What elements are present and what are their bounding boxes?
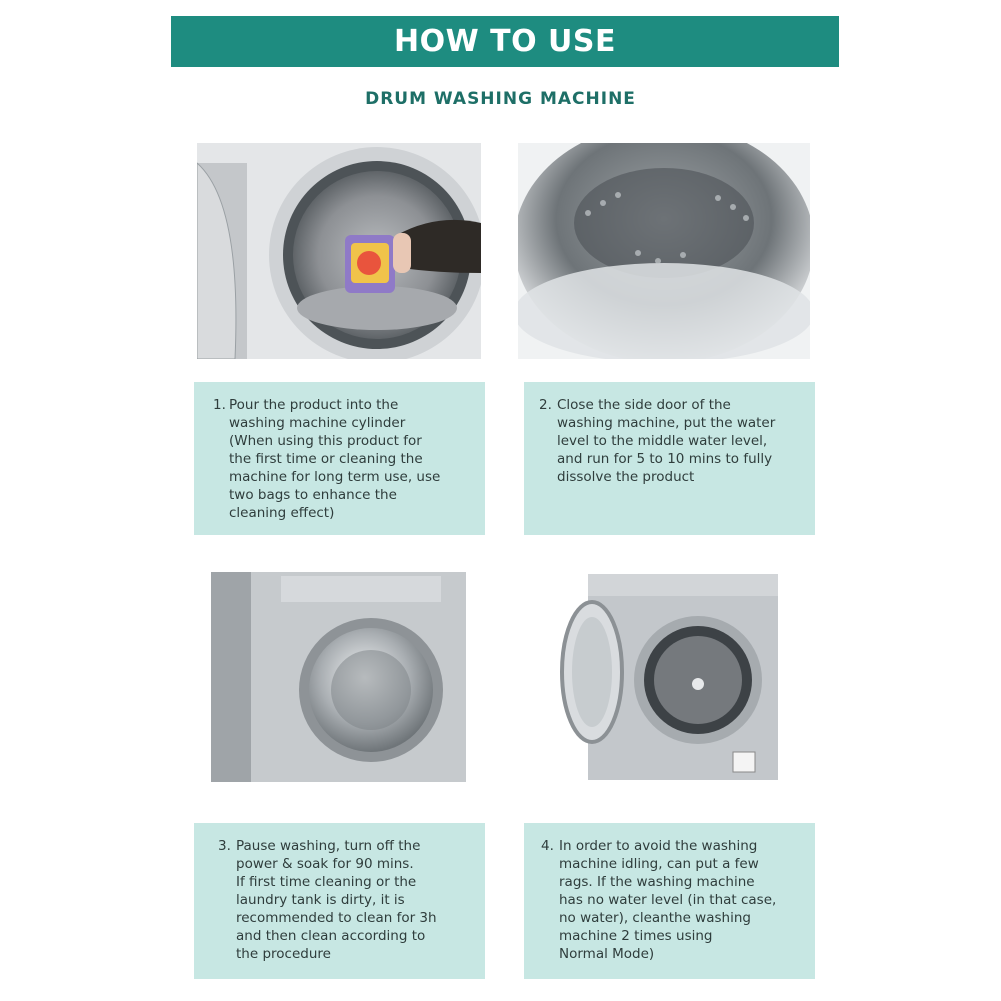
step-3-text: Pause washing, turn off the power & soak for 90 mins. If first time cleaning or the laundry tank is dirty, it is recommended to clean for 3h and then clean according to the procedure	[236, 838, 437, 962]
title-banner	[171, 16, 839, 67]
step-3-caption	[194, 823, 485, 979]
step-4-text: In order to avoid the washing machine idling, can put a few rags. If the washing machine has no water level (in that case, no water), cleanthe washing machine 2 times using Normal Mode)	[559, 838, 777, 962]
photo-closed-washing-machine	[211, 572, 466, 782]
step-4-caption	[524, 823, 815, 979]
step-1-number: 1.	[213, 397, 226, 413]
step-2-number: 2.	[539, 397, 552, 413]
step-4-number: 4.	[541, 838, 554, 854]
step-1-caption	[194, 382, 485, 535]
section-subtitle: DRUM WASHING MACHINE	[365, 89, 636, 109]
step-2-caption	[524, 382, 815, 535]
photo-drum-interior-with-water	[518, 143, 810, 359]
photo-pouring-product-into-drum	[197, 143, 481, 359]
step-1-text: Pour the product into the washing machine cylinder (When using this product for the first time or cleaning the machine for long term use, use two bags to enhance the cleaning effect)	[229, 397, 441, 521]
page-title: HOW TO USE	[393, 24, 617, 59]
step-2-text: Close the side door of the washing machine, put the water level to the middle water level, and run for 5 to 10 mins to fully dissolve the product	[557, 397, 776, 485]
photo-open-washing-machine	[558, 572, 780, 782]
step-3-number: 3.	[218, 838, 231, 854]
